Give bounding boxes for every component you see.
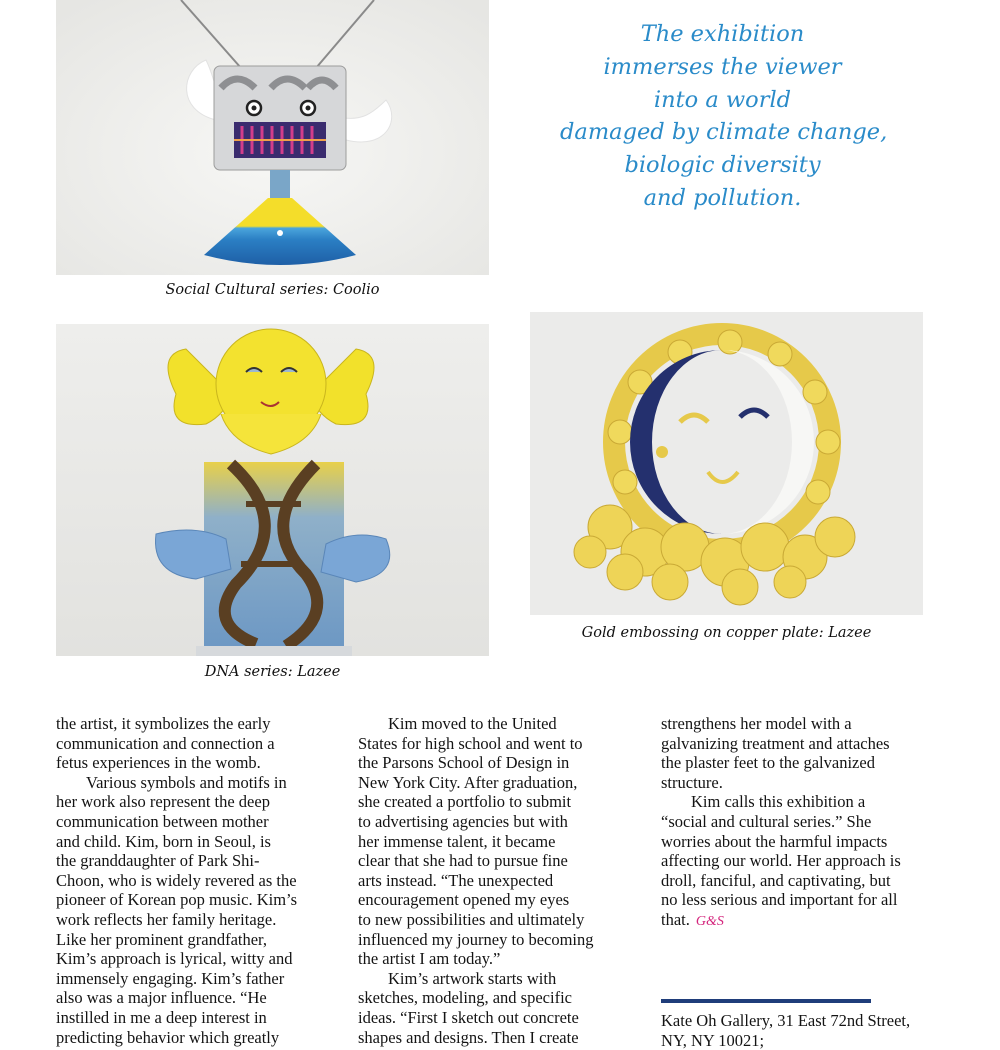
text-line: strengthens her model with a bbox=[661, 714, 852, 733]
gallery-address bbox=[661, 1011, 910, 1050]
pull-quote-line: The exhibition bbox=[640, 21, 805, 47]
pull-quote-line: and pollution. bbox=[643, 184, 802, 211]
text-line bbox=[661, 910, 901, 932]
sign-off-mark: G&S bbox=[695, 913, 724, 929]
text-line: predicting behavior which greatly bbox=[56, 1027, 280, 1047]
text-line: the artist I am today.” bbox=[358, 949, 501, 969]
text-line: pioneer of Korean pop music. Kim’s bbox=[56, 890, 298, 910]
text-line: the plaster feet to the galvanized bbox=[661, 753, 875, 773]
text-line: communication and connection a bbox=[56, 733, 275, 753]
text-line: immensely engaging. Kim’s father bbox=[56, 968, 285, 988]
text-line: States for high school and went to bbox=[358, 733, 583, 753]
text-line: “social and cultural series.” She bbox=[661, 811, 872, 831]
artwork-photo-coolio bbox=[56, 0, 489, 275]
pull-quote-line: biologic diversity bbox=[624, 152, 821, 179]
text-line: affecting our world. Her approach is bbox=[661, 851, 901, 871]
text-line: to new possibilities and ultimately bbox=[358, 909, 585, 929]
text-line: no less serious and important for all bbox=[661, 890, 898, 910]
article-column-1 bbox=[56, 714, 297, 1047]
article-column-2 bbox=[358, 714, 594, 1047]
artwork-photo-dna-series bbox=[56, 324, 489, 656]
text-line: ideas. “First I sketch out concrete bbox=[358, 1007, 579, 1027]
text-line: her work also represent the deep bbox=[56, 792, 270, 812]
text-line: Kim moved to the United bbox=[388, 714, 557, 733]
text-line: galvanizing treatment and attaches bbox=[661, 733, 890, 753]
pull-quote-line: immerses the viewer bbox=[603, 53, 842, 80]
pull-quote-line: damaged by climate change, bbox=[560, 119, 888, 146]
text-line: and child. Kim, born in Seoul, is bbox=[56, 831, 271, 851]
address-line: NY, NY 10021; bbox=[661, 1030, 765, 1050]
text-line: arts instead. “The unexpected bbox=[358, 870, 554, 890]
caption-gold-embossing: Gold embossing on copper plate: Lazee bbox=[581, 625, 872, 641]
text-line: work reflects her family heritage. bbox=[56, 909, 277, 929]
text-line: Kim’s approach is lyrical, witty and bbox=[56, 949, 293, 969]
text-line: Kim’s artwork starts with bbox=[388, 968, 557, 988]
address-line: Kate Oh Gallery, 31 East 72nd Street, bbox=[661, 1011, 911, 1030]
text-line: the Parsons School of Design in bbox=[358, 753, 570, 773]
text-line: structure. bbox=[661, 772, 723, 792]
text-line: sketches, modeling, and specific bbox=[358, 988, 572, 1008]
text-line: also was a major influence. “He bbox=[56, 988, 267, 1008]
text-line: Choon, who is widely revered as the bbox=[56, 870, 297, 890]
caption-coolio: Social Cultural series: Coolio bbox=[165, 282, 380, 298]
text-line-end: that. bbox=[661, 909, 690, 929]
artwork-photo-gold-embossing bbox=[530, 312, 923, 615]
article-column-3 bbox=[661, 714, 901, 932]
footer-divider bbox=[661, 999, 871, 1003]
text-line: she created a portfolio to submit bbox=[358, 792, 572, 812]
text-line: droll, fanciful, and captivating, but bbox=[661, 870, 891, 890]
text-line: to advertising agencies but with bbox=[358, 811, 568, 831]
text-line: Various symbols and motifs in bbox=[86, 772, 287, 792]
text-line: the artist, it symbolizes the early bbox=[56, 714, 271, 733]
text-line: instilled in me a deep interest in bbox=[56, 1007, 267, 1027]
text-line: influenced my journey to becoming bbox=[358, 929, 594, 949]
text-line: encouragement opened my eyes bbox=[358, 890, 570, 910]
pull-quote-line: into a world bbox=[653, 86, 792, 113]
text-line: communication between mother bbox=[56, 811, 269, 831]
text-line: clear that she had to pursue fine bbox=[358, 851, 568, 871]
pull-quote bbox=[560, 18, 888, 215]
text-line: fetus experiences in the womb. bbox=[56, 753, 261, 773]
caption-dna-series: DNA series: Lazee bbox=[204, 664, 341, 680]
text-line: shapes and designs. Then I create bbox=[358, 1027, 579, 1047]
text-line: the granddaughter of Park Shi- bbox=[56, 851, 260, 871]
text-line: worries about the harmful impacts bbox=[661, 831, 888, 851]
text-line: Like her prominent grandfather, bbox=[56, 929, 268, 949]
text-line: New York City. After graduation, bbox=[358, 772, 578, 792]
text-line: Kim calls this exhibition a bbox=[691, 792, 866, 812]
text-line: her immense talent, it became bbox=[358, 831, 556, 851]
